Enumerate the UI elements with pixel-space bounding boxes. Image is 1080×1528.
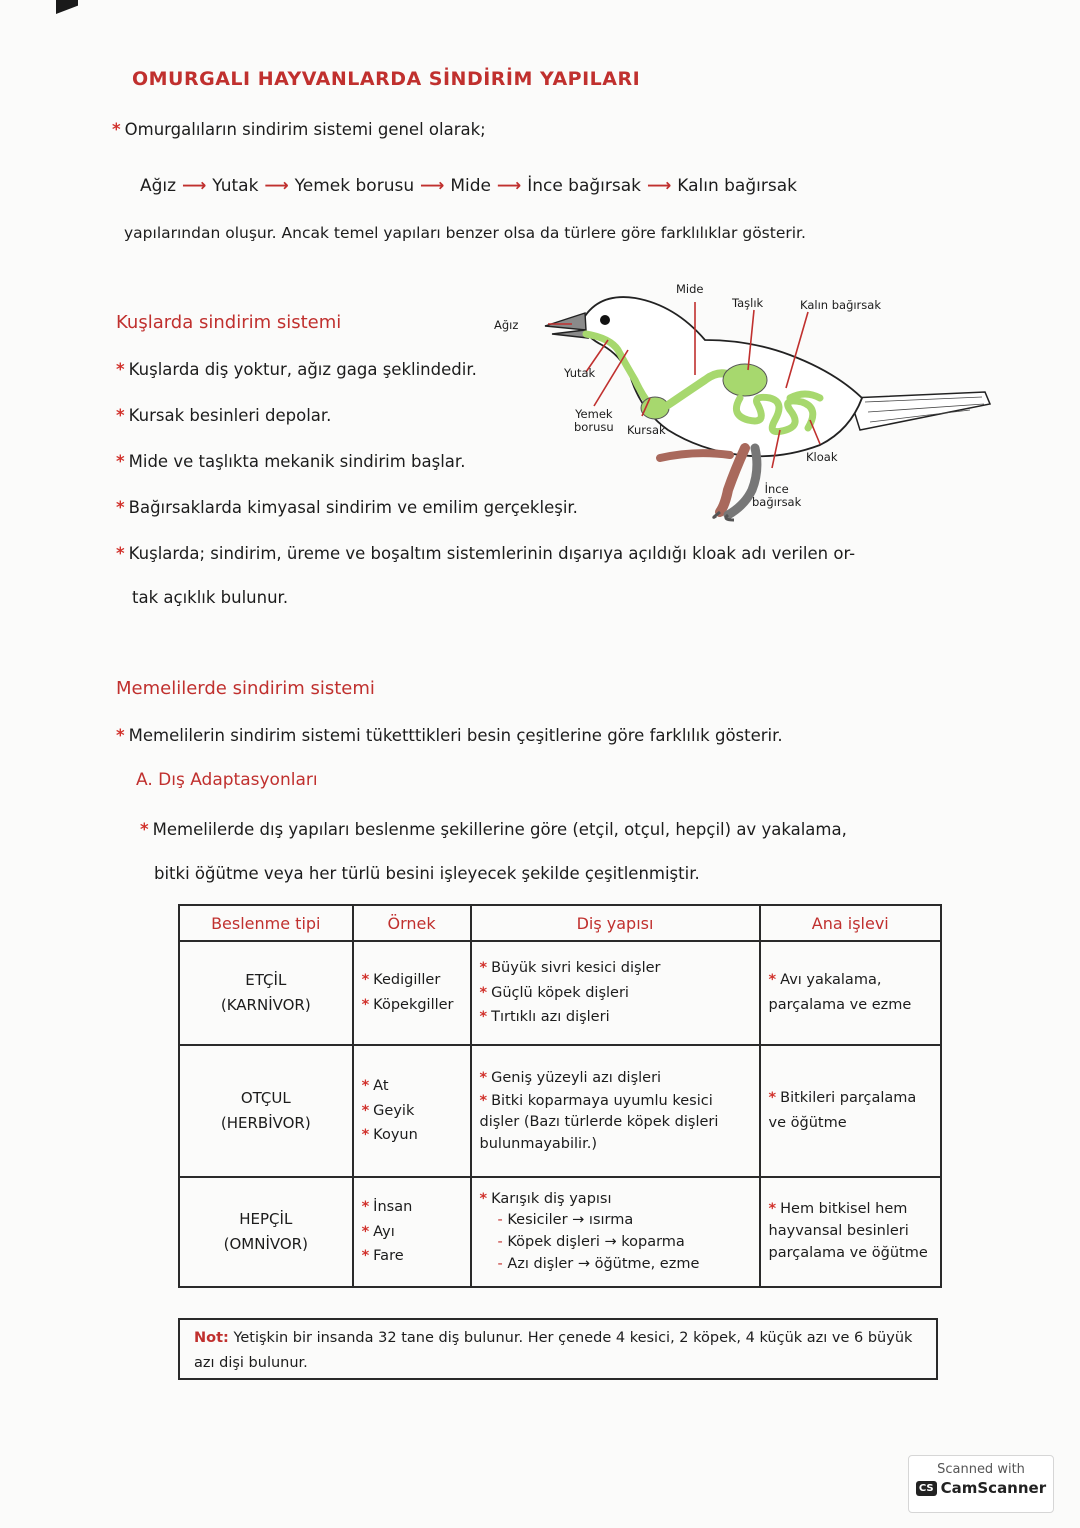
bullet-star-icon: * [768,972,777,989]
teeth-item [480,1189,751,1211]
example-text: Köpekgiller [373,997,454,1013]
example-item [362,1123,462,1148]
example-text: Geyik [373,1102,415,1119]
example-item [362,1195,462,1220]
flow-step: Kalın bağırsak [677,176,797,196]
example-text: Koyun [373,1127,418,1144]
example-text: Ayı [373,1223,395,1240]
dash-icon: - [497,1255,508,1272]
bird-bullet [116,544,855,563]
teeth-item [480,981,751,1006]
bird-illustration [490,280,1000,525]
teeth-sub-text: Azı dişler → öğütme, ezme [507,1255,700,1272]
label-small-intestine [752,483,801,509]
type-name: OTÇUL [240,1088,291,1107]
mammal-bullet [116,726,783,745]
bullet-star-icon: * [361,1102,370,1119]
bullet-star-icon: * [479,1070,488,1087]
bullet-text: Bağırsaklarda kimyasal sindirim ve emilim gerçekleşir. [128,498,578,517]
example-text: İnsan [373,1199,413,1216]
bullet-star-icon: * [479,1092,488,1109]
teeth-item [480,1005,751,1030]
label-large-intestine: Kalın bağırsak [800,298,881,312]
bullet-star-icon: * [479,984,488,1001]
bird-bullet [116,360,477,379]
teeth-text: Bitki koparmaya uyumlu kesici dişler (Bazı türlerde köpek dişleri bulunmayabilir.) [479,1092,719,1153]
cell-examples [353,941,471,1045]
cell-function [760,941,941,1045]
intro-text: Omurgalıların sindirim sistemi genel olarak; [124,120,486,139]
watermark-brand [909,1479,1053,1497]
para-text: Memelilerde dış yapıları beslenme şekillerine göre (etçil, otçul, hepçil) av yakalama, [152,820,847,839]
adaptations-subheading: A. Dış Adaptasyonları [136,770,318,790]
cell-teeth [471,941,760,1045]
arrow-right-icon: ⟶ [258,176,295,196]
flow-step: İnce bağırsak [527,176,642,196]
type-latin: (HERBİVOR) [220,1114,311,1132]
cell-examples [353,1177,471,1287]
bullet-text: Kursak besinleri depolar. [128,406,332,425]
teeth-sub-item [480,1210,751,1232]
bullet-star-icon: * [768,1201,777,1218]
example-item [362,1244,462,1269]
label-stomach: Mide [676,282,704,296]
teeth-item [480,1091,751,1156]
example-item [362,968,462,993]
bullet-star-icon: * [116,544,125,563]
label-crop: Kursak [627,423,666,437]
table-row [179,941,941,1045]
teeth-item [480,956,751,981]
bullet-star-icon: * [116,498,125,517]
bullet-star-icon: * [479,960,488,977]
mammal-para-cont: bitki öğütme veya her türlü besini işleyecek şekilde çeşitlenmiştir. [154,864,700,883]
header-teeth: Diş yapısı [471,905,760,941]
bullet-star-icon: * [140,820,149,839]
cell-type [179,1045,353,1177]
arrow-right-icon: ⟶ [641,176,678,196]
cell-function [760,1045,941,1177]
bullet-star-icon: * [479,1009,488,1026]
teeth-text: Karışık diş yapısı [491,1190,612,1207]
bullet-star-icon: * [116,406,125,425]
cell-function [760,1177,941,1287]
mammal-para [140,820,847,839]
label-small-intestine-2: bağırsak [752,495,802,509]
bird-digestive-diagram [490,280,1000,525]
bullet-star-icon: * [116,452,125,471]
example-text: Kedigiller [373,972,441,989]
arrow-right-icon: ⟶ [176,176,213,196]
example-item [362,993,462,1018]
label-mouth: Ağız [494,318,519,332]
example-text: Fare [373,1248,404,1265]
function-text: Avı yakalama, parçalama ve ezme [768,972,912,1013]
scan-corner-mark [56,0,78,14]
bullet-star-icon: * [479,1190,488,1207]
teeth-text: Büyük sivri kesici dişler [491,960,661,977]
teeth-item [480,1066,751,1091]
bird-bullet-cont: tak açıklık bulunur. [132,588,289,607]
label-esophagus-1: Yemek [575,407,613,421]
teeth-sub-item [480,1232,751,1254]
label-pharynx: Yutak [564,366,596,380]
note-label: Not: [194,1330,229,1346]
bird-bullet [116,406,331,425]
header-example: Örnek [353,905,471,941]
flow-step: Ağız [140,176,177,196]
bullet-text: Memelilerin sindirim sistemi tüketttikleri besin çeşitlerine göre farklılık gösterir. [128,726,783,745]
label-esophagus-2: borusu [574,420,614,434]
bullet-text: Mide ve taşlıkta mekanik sindirim başlar. [128,452,466,471]
intro-line [112,120,486,139]
bullet-star-icon: * [361,1199,370,1216]
table-header-row [179,905,941,941]
teeth-sub-text: Köpek dişleri → koparma [507,1234,685,1250]
cell-teeth [471,1177,760,1287]
watermark-line1: Scanned with [937,1462,1025,1477]
type-latin: (KARNİVOR) [220,996,311,1014]
bullet-text: Kuşlarda; sindirim, üreme ve boşaltım sistemlerinin dışarıya açıldığı kloak adı verilen or- [128,544,856,563]
example-item [362,1220,462,1245]
teeth-text: Güçlü köpek dişleri [491,984,629,1001]
cell-type [179,1177,353,1287]
cell-type [179,941,353,1045]
bird-bullet [116,452,465,471]
header-feeding-type: Beslenme tipi [179,905,353,941]
teeth-sub-text: Kesiciler → ısırma [507,1212,634,1229]
arrow-right-icon: ⟶ [414,176,451,196]
bullet-star-icon: * [361,1127,370,1144]
camscanner-logo-icon: CS [916,1481,937,1496]
watermark-line2: CamScanner [940,1479,1047,1497]
note-text: Yetişkin bir insanda 32 tane diş bulunur. Her çenede 4 kesici, 2 köpek, 4 küçük azı ve 6 büyük azı dişi bulunur. [194,1330,913,1372]
type-latin: (OMNİVOR) [223,1235,308,1253]
bullet-star-icon: * [361,972,370,989]
label-esophagus [574,408,614,434]
flow-step: Yemek borusu [294,176,415,196]
example-item [362,1074,462,1099]
arrow-right-icon: ⟶ [490,176,528,196]
bullet-star-icon: * [768,1090,777,1107]
cell-teeth [471,1045,760,1177]
teeth-sub-item [480,1254,751,1276]
function-text: Bitkileri parçalama ve öğütme [768,1090,917,1131]
camscanner-watermark [908,1455,1054,1513]
dash-icon: - [497,1212,508,1229]
bullet-star-icon: * [361,1223,370,1240]
feeding-types-table [178,904,942,1288]
table-row [179,1045,941,1177]
page-title: OMURGALI HAYVANLARDA SİNDİRİM YAPILARI [132,68,641,90]
cell-examples [353,1045,471,1177]
header-function: Ana işlevi [760,905,941,941]
bullet-star-icon: * [116,360,125,379]
intro-line-2: yapılarından oluşur. Ancak temel yapıları benzer olsa da türlere göre farklılıklar gösterir. [124,224,806,242]
label-gizzard: Taşlık [732,296,764,310]
example-item [362,1099,462,1124]
bullet-star-icon: * [112,120,121,139]
bullet-star-icon: * [361,1078,370,1095]
birds-heading: Kuşlarda sindirim sistemi [116,312,342,333]
bullet-star-icon: * [361,997,370,1013]
type-name: ETÇİL [245,970,287,989]
digestive-flow [140,176,797,196]
bullet-star-icon: * [361,1248,370,1265]
teeth-text: Geniş yüzeyli azı dişleri [491,1070,662,1087]
note-box [178,1318,938,1380]
teeth-text: Tırtıklı azı dişleri [491,1009,610,1026]
label-small-intestine-1: İnce [764,482,789,496]
example-text: At [373,1078,389,1095]
function-text: Hem bitkisel hem hayvansal besinleri parçalama ve öğütme [768,1201,928,1261]
bullet-text: Kuşlarda diş yoktur, ağız gaga şeklindedir. [128,360,477,379]
type-name: HEPÇİL [239,1209,293,1228]
flow-step: Yutak [212,176,259,196]
mammals-heading: Memelilerde sindirim sistemi [116,678,375,699]
dash-icon: - [497,1234,508,1250]
bullet-star-icon: * [116,726,125,745]
flow-step: Mide [450,176,491,196]
label-cloaca: Kloak [806,450,838,464]
table-row [179,1177,941,1287]
